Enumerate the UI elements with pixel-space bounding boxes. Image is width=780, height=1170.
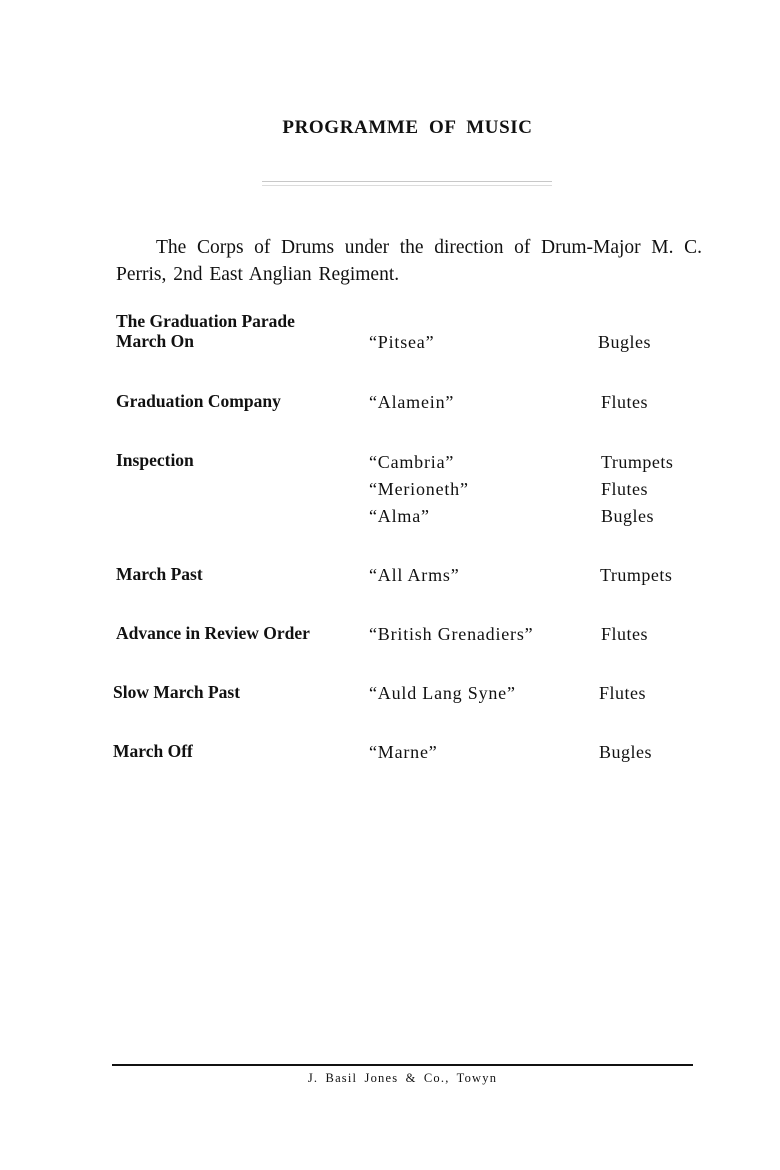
instrument-flutes-slow-march: Flutes [599, 683, 647, 703]
instrument-trumpets-inspection: Trumpets [601, 452, 674, 472]
footer-divider [112, 1064, 693, 1066]
instrument-flutes-inspection: Flutes [601, 479, 649, 499]
event-march-past: March Past [116, 564, 203, 584]
event-inspection: Inspection [116, 450, 194, 470]
event-slow-march-past: Slow March Past [113, 682, 241, 702]
instrument-bugles-march-on: Bugles [598, 332, 652, 352]
tune-alamein: “Alamein” [369, 392, 455, 412]
tune-auld-lang-syne: “Auld Lang Syne” [369, 683, 516, 703]
event-advance-in-review-order: Advance in Review Order [116, 623, 310, 643]
printer-credit: J. Basil Jones & Co., Towyn [307, 1071, 498, 1085]
title-divider-shadow [262, 185, 552, 186]
event-march-off: March Off [113, 741, 193, 761]
tune-pitsea: “Pitsea” [369, 332, 435, 352]
tune-merioneth: “Merioneth” [369, 479, 469, 499]
instrument-bugles-inspection: Bugles [601, 506, 655, 526]
tune-all-arms: “All Arms” [369, 565, 460, 585]
event-graduation-company: Graduation Company [116, 391, 281, 411]
event-march-on: March On [116, 331, 194, 351]
instrument-flutes-advance: Flutes [601, 624, 649, 644]
intro-paragraph: The Corps of Drums under the direction of Drum-Major M. C. Perris, 2nd East Anglian Regiment. [116, 237, 702, 285]
event-graduation-parade: The Graduation Parade [116, 311, 295, 331]
instrument-flutes-graduation: Flutes [601, 392, 649, 412]
tune-alma: “Alma” [369, 506, 430, 526]
tune-marne: “Marne” [369, 742, 438, 762]
tune-british-grenadiers: “British Grenadiers” [369, 624, 534, 644]
page-title: PROGRAMME OF MUSIC [282, 117, 533, 138]
instrument-trumpets-march-past: Trumpets [600, 565, 673, 585]
tune-cambria: “Cambria” [369, 452, 455, 472]
title-divider [262, 181, 552, 182]
instrument-bugles-march-off: Bugles [599, 742, 653, 762]
